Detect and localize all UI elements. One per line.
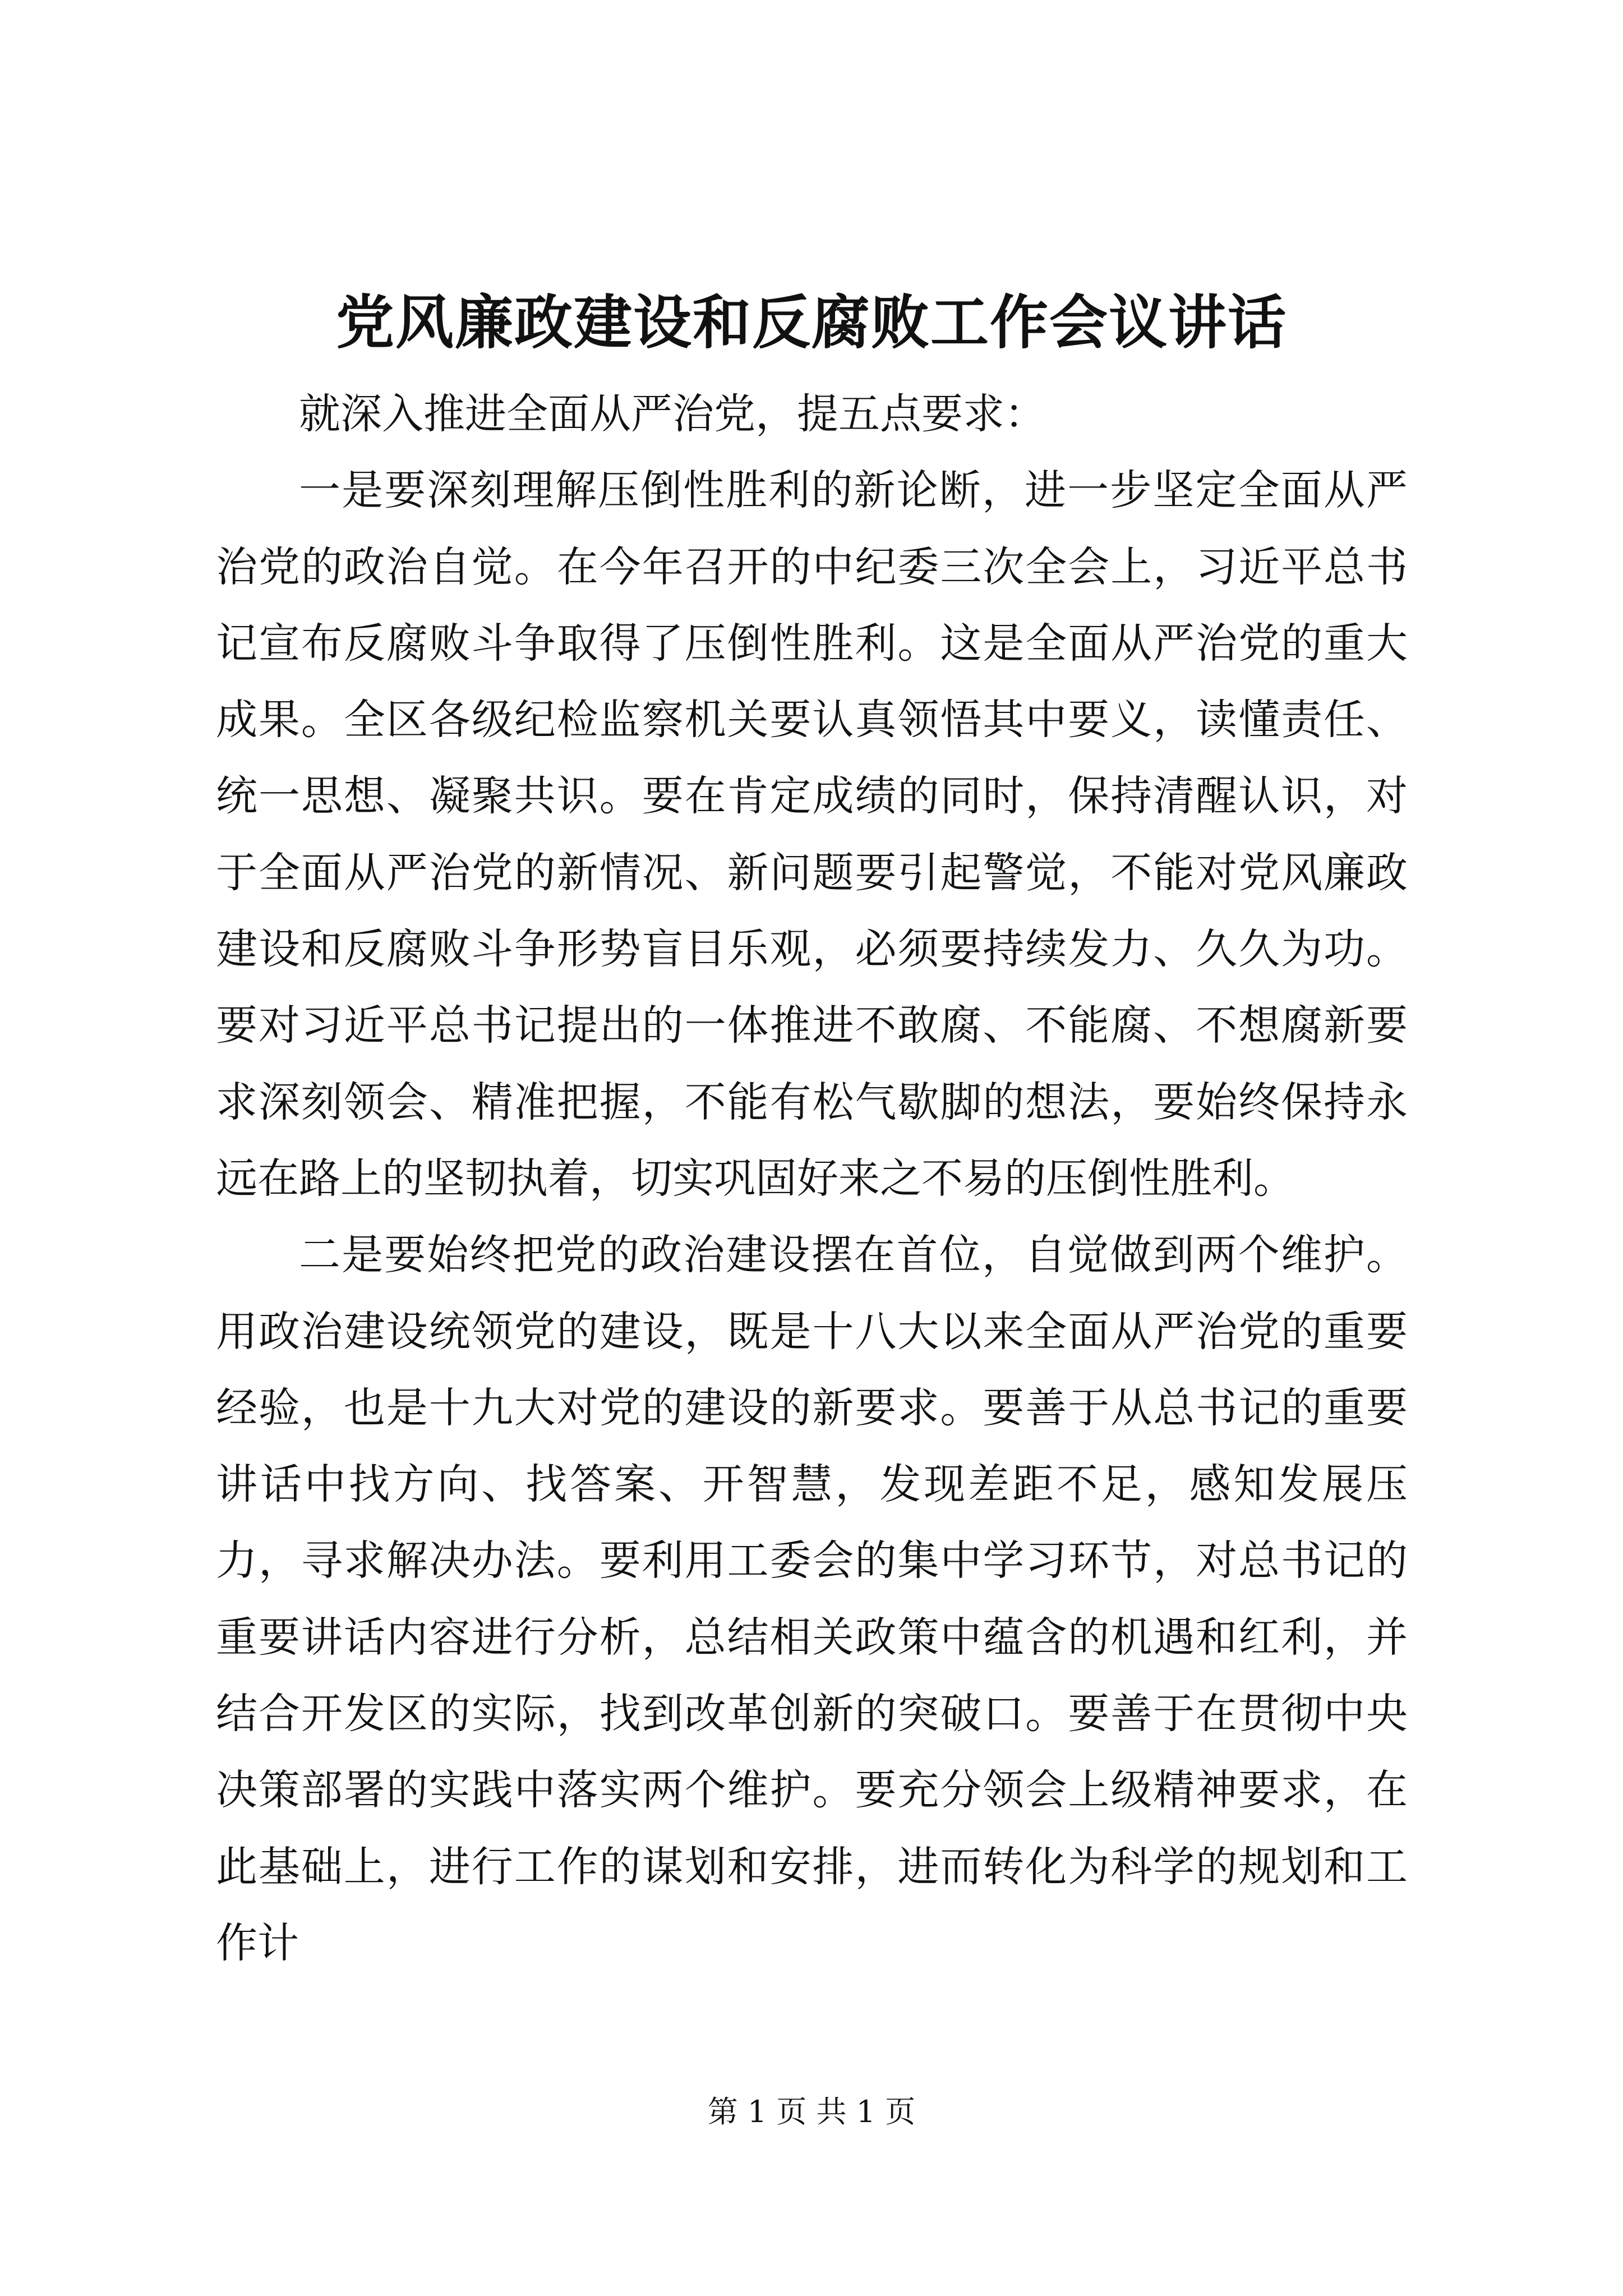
document-body [216, 376, 1408, 1981]
paragraph-point-one: 一是要深刻理解压倒性胜利的新论断，进一步坚定全面从严治党的政治自觉。在今年召开的中纪委三次全会上，习近平总书记宣布反腐败斗争取得了压倒性胜利。这是全面从严治党的重大成果。全区各级纪检监察机关要认真领悟其中要义，读懂责任、统一思想、凝聚共识。要在肯定成绩的同时，保持清醒认识，对于全面从严治党的新情况、新问题要引起警觉，不能对党风廉政建设和反腐败斗争形势盲目乐观，必须要持续发力、久久为功。要对习近平总书记提出的一体推进不敢腐、不能腐、不想腐新要求深刻领会、精准把握，不能有松气歇脚的想法，要始终保持永远在路上的坚韧执着，切实巩固好来之不易的压倒性胜利。 [216, 466, 1408, 1203]
paragraph-point-two: 二是要始终把党的政治建设摆在首位，自觉做到两个维护。用政治建设统领党的建设，既是十八大以来全面从严治党的重要经验，也是十九大对党的建设的新要求。要善于从总书记的重要讲话中找方向、找答案、开智慧，发现差距不足，感知发展压力，寻求解决办法。要利用工委会的集中学习环节，对总书记的重要讲话内容进行分析，总结相关政策中蕴含的机遇和红利，并结合开发区的实际，找到改革创新的突破口。要善于在贯彻中央决策部署的实践中落实两个维护。要充分领会上级精神要求，在此基础上，进行工作的谋划和安排，进而转化为科学的规划和工作计 [216, 1231, 1408, 1967]
page-footer: 第 1 页 共 1 页 [707, 2094, 916, 2129]
paragraph-intro: 就深入推进全面从严治党，提五点要求： [299, 390, 1046, 438]
document-title: 党风廉政建设和反腐败工作会议讲话 [335, 288, 1287, 357]
